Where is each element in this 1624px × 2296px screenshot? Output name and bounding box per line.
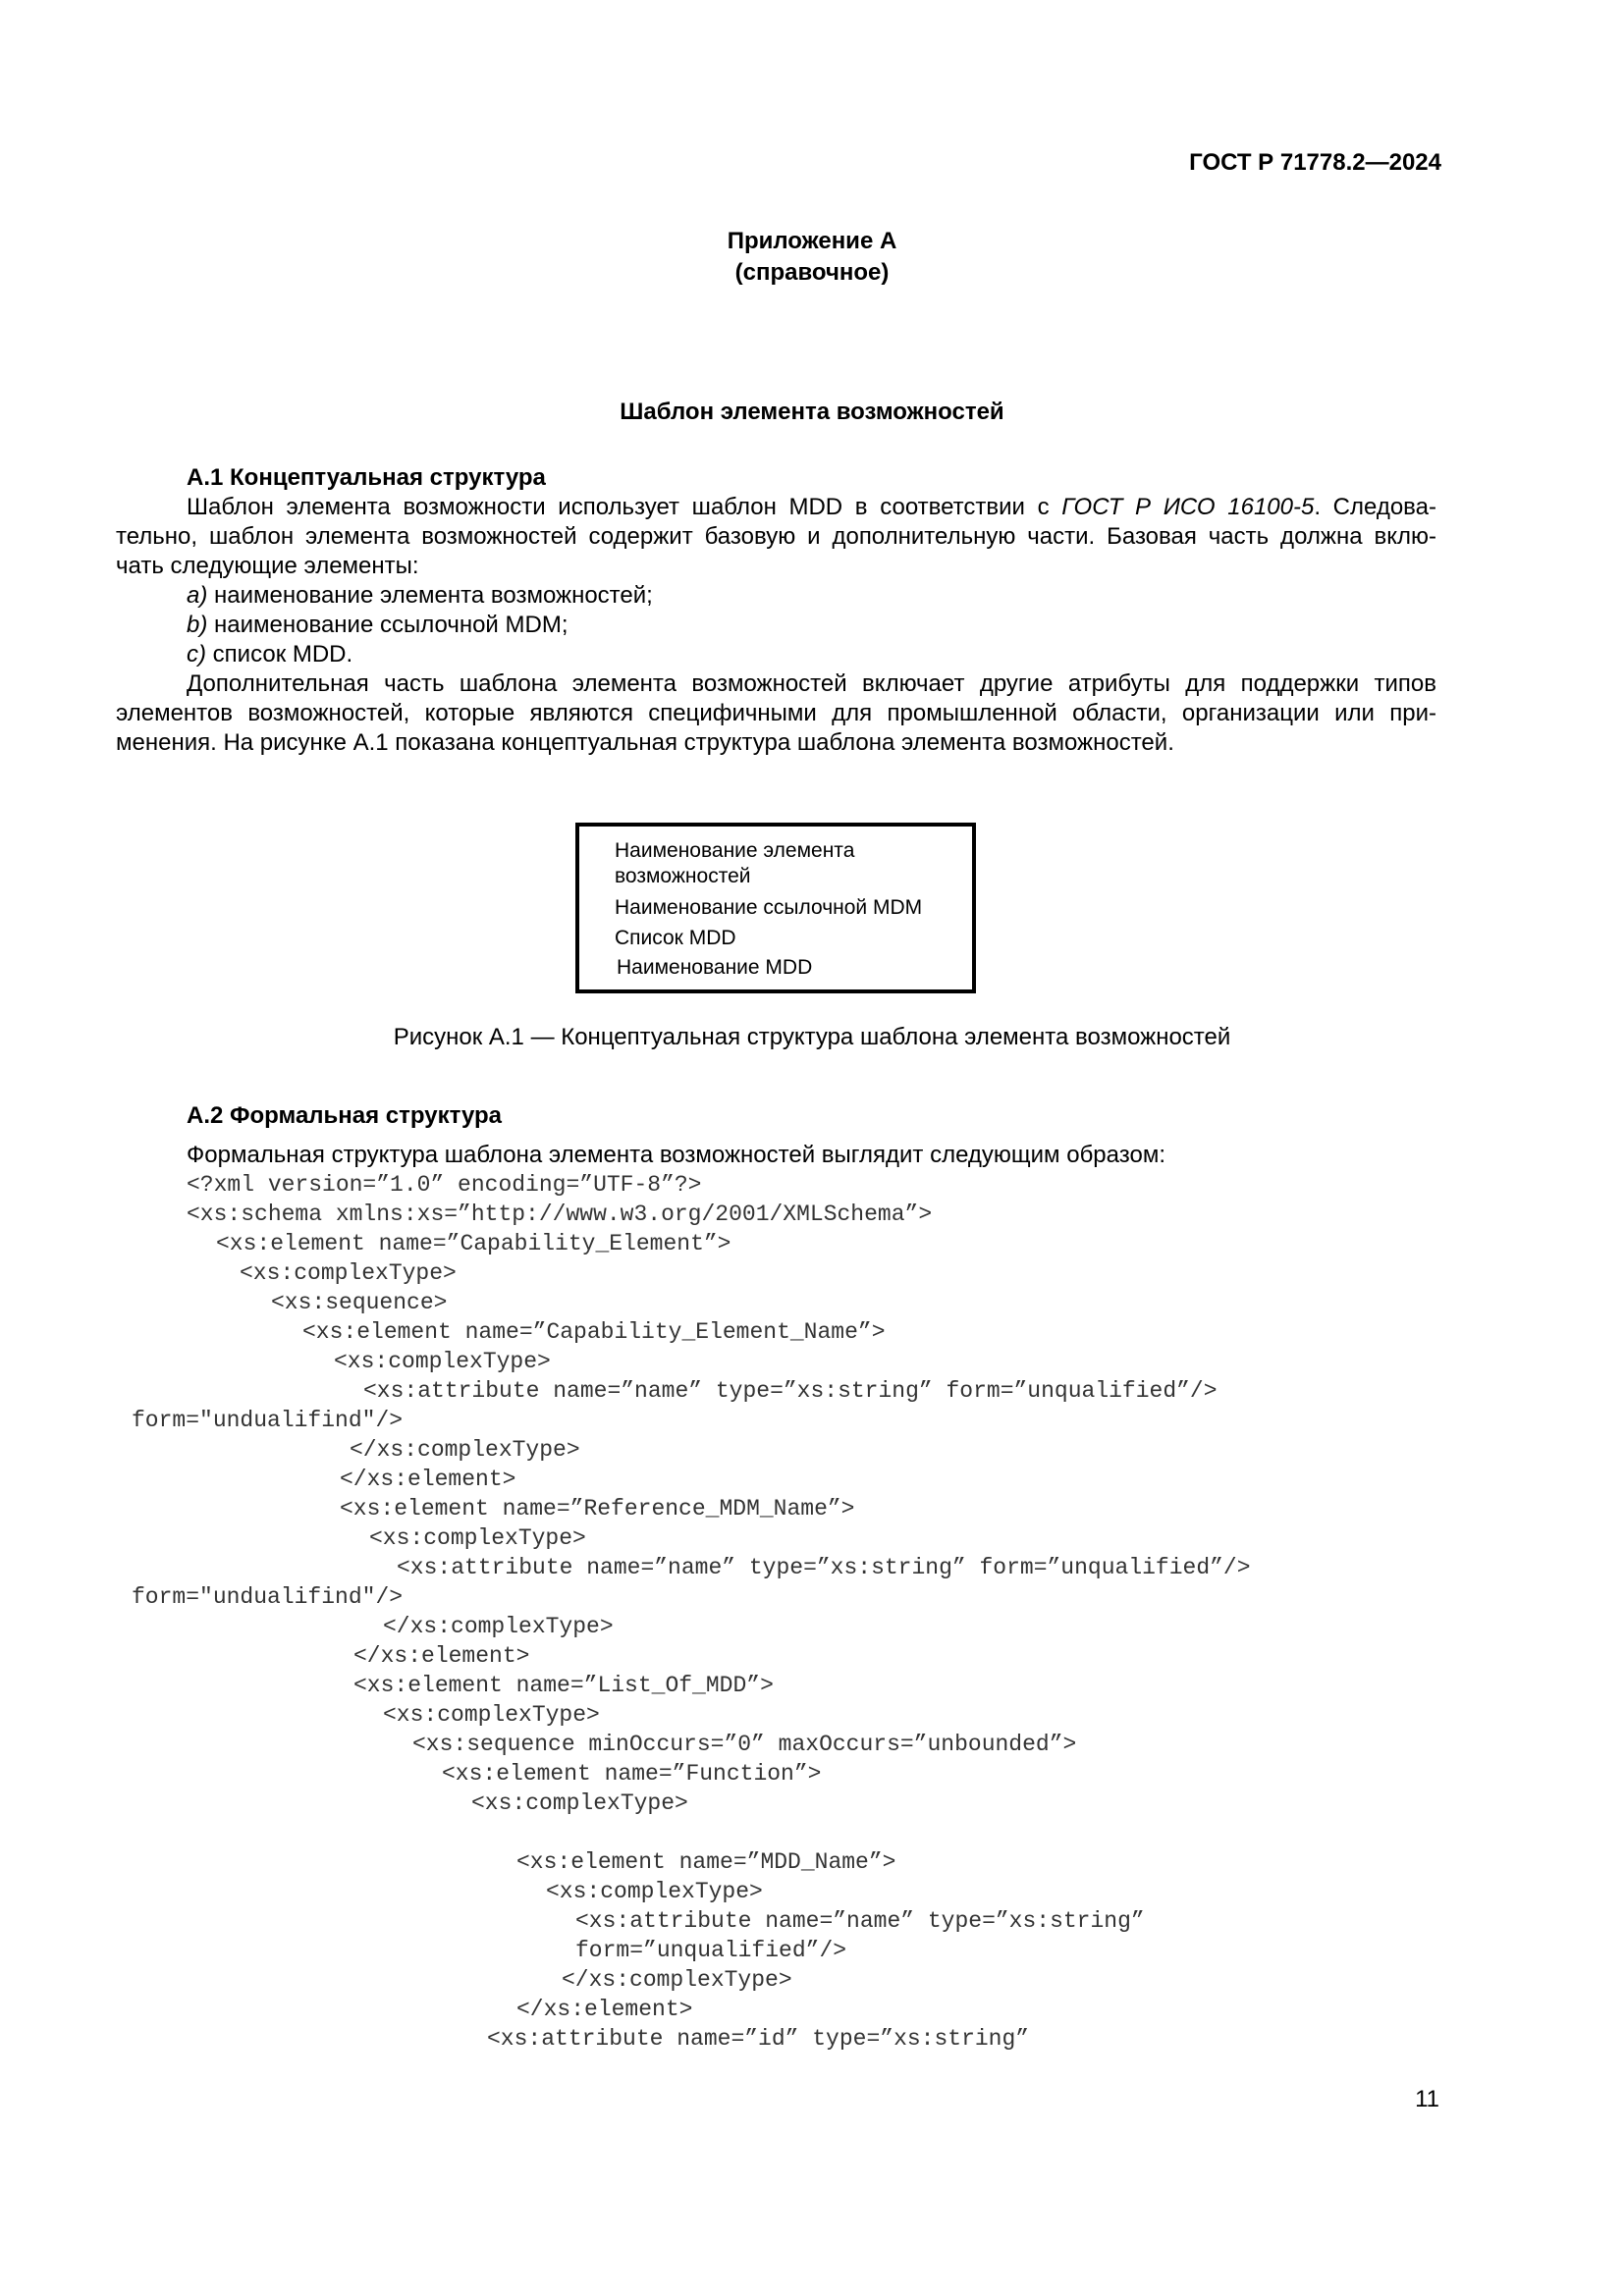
a1-para2-line2: элементов возможностей, которые являются специфичными для промышленной области, организации или при- xyxy=(116,700,1436,726)
box-line-element-name-2: возможностей xyxy=(615,865,751,887)
code-line: <xs:attribute name=”id” type=”xs:string” xyxy=(487,2026,1030,2052)
a1-para2-line3: менения. На рисунке А.1 показана концептуальная структура шаблона элемента возможностей. xyxy=(116,729,1174,756)
code-line: </xs:complexType> xyxy=(562,1967,792,1993)
box-line-mdd-name: Наименование MDD xyxy=(617,956,813,979)
figure-a1-caption: Рисунок А.1 — Концептуальная структура шаблона элемента возможностей xyxy=(393,1024,1231,1050)
list-item: a) наименование элемента возможностей; xyxy=(187,582,653,609)
appendix-title: Приложение А xyxy=(727,228,897,254)
a1-paragraph-1 xyxy=(116,493,1436,579)
code-line: <xs:element name=”Function”> xyxy=(442,1761,822,1787)
a1-para1-line2: тельно, шаблон элемента возможностей содержит базовую и дополнительную части. Базовая часть должна вклю- xyxy=(116,523,1436,550)
code-line: <xs:sequence minOccurs=”0” maxOccurs=”unbounded”> xyxy=(412,1732,1077,1757)
a1-para1-line1: Шаблон элемента возможности использует шаблон MDD в соответствии с ГОСТ Р ИСО 16100-5. Следова- xyxy=(187,494,1436,520)
page-number: 11 xyxy=(1415,2086,1439,2112)
code-line: <xs:attribute name=”name” type=”xs:string” xyxy=(575,1908,1145,1934)
code-line: <xs:complexType> xyxy=(546,1879,763,1904)
code-line: <?xml version=”1.0” encoding=”UTF-8”?> xyxy=(187,1172,702,1198)
figure-a1-box xyxy=(575,823,976,993)
code-line: <xs:complexType> xyxy=(240,1260,457,1286)
box-line-mdd-list: Список MDD xyxy=(615,927,736,949)
code-line: form=”unqualified”/> xyxy=(575,1938,847,1963)
box-line-reference-mdm: Наименование ссылочной MDM xyxy=(615,896,923,919)
box-line-element-name-1: Наименование элемента xyxy=(615,839,855,862)
document-number: ГОСТ Р 71778.2—2024 xyxy=(1189,149,1441,176)
code-line: <xs:element name=”Reference_MDM_Name”> xyxy=(340,1496,855,1522)
code-line: form="undualifind"/> xyxy=(132,1584,404,1610)
code-line: </xs:element> xyxy=(353,1643,530,1669)
gost-reference: ГОСТ Р ИСО 16100-5 xyxy=(1061,494,1315,520)
a1-paragraph-2 xyxy=(116,669,1436,756)
list-item: c) список MDD. xyxy=(187,641,353,667)
a1-para1-line3: чать следующие элементы: xyxy=(116,553,419,579)
code-line: <xs:complexType> xyxy=(471,1790,688,1816)
code-line: <xs:complexType> xyxy=(369,1525,586,1551)
appendix-subtitle: (справочное) xyxy=(734,259,890,286)
code-line: <xs:element name=”List_Of_MDD”> xyxy=(353,1673,774,1698)
a1-para2-line1: Дополнительная часть шаблона элемента возможностей включает другие атрибуты для поддержки типов xyxy=(187,670,1436,697)
code-line: <xs:sequence> xyxy=(271,1290,448,1315)
list-item: b) наименование ссылочной MDM; xyxy=(187,612,568,638)
code-line: <xs:complexType> xyxy=(383,1702,600,1728)
code-line: <xs:attribute name=”name” type=”xs:string” form=”unqualified”/> xyxy=(397,1555,1251,1580)
code-line: <xs:schema xmlns:xs=”http://www.w3.org/2001/XMLSchema”> xyxy=(187,1201,933,1227)
code-line: </xs:complexType> xyxy=(383,1614,614,1639)
code-line: <xs:attribute name=”name” type=”xs:string” form=”unqualified”/> xyxy=(363,1378,1218,1404)
a2-intro: Формальная структура шаблона элемента возможностей выглядит следующим образом: xyxy=(187,1142,1165,1168)
code-line: <xs:complexType> xyxy=(334,1349,551,1374)
code-line: <xs:element name=”Capability_Element”> xyxy=(216,1231,731,1256)
code-line: </xs:element> xyxy=(340,1467,516,1492)
code-line: <xs:element name=”Capability_Element_Name”> xyxy=(302,1319,886,1345)
code-line: </xs:complexType> xyxy=(350,1437,580,1463)
code-line: form="undualifind"/> xyxy=(132,1408,404,1433)
code-line: </xs:element> xyxy=(516,1997,693,2022)
section-title: Шаблон элемента возможностей xyxy=(620,399,1004,425)
code-line: <xs:element name=”MDD_Name”> xyxy=(516,1849,896,1875)
section-a2-heading: А.2 Формальная структура xyxy=(187,1102,502,1129)
section-a1-heading: А.1 Концептуальная структура xyxy=(187,464,546,491)
